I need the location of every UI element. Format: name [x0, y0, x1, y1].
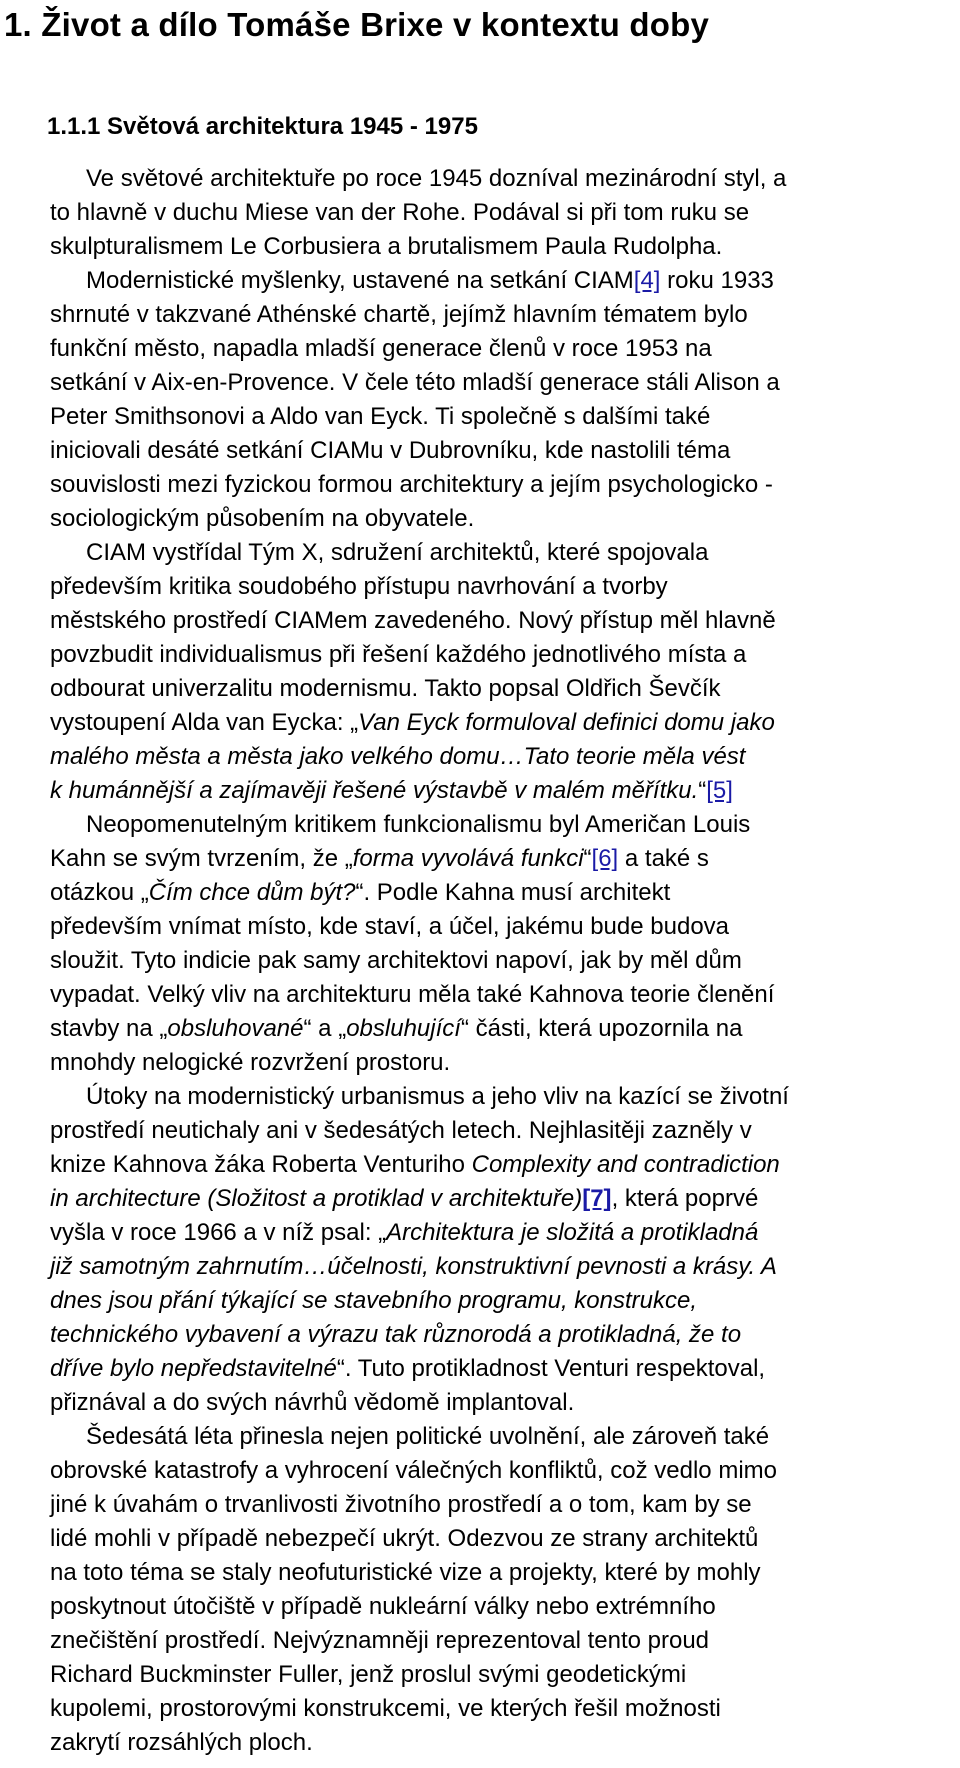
- text-line: [50, 1556, 960, 1590]
- footnote-link[interactable]: [4]: [633, 267, 661, 294]
- text-line: [50, 604, 960, 638]
- text-line: [50, 978, 960, 1012]
- text-run: obrovské katastrofy a vyhrocení válečných konfliktů, což vedlo mimo: [50, 1457, 777, 1484]
- body-text: [50, 162, 960, 1760]
- text-run: jiné k úvahám o trvanlivosti životního prostředí a o tom, kam by se: [50, 1491, 752, 1518]
- text-line: [50, 434, 960, 468]
- text-line: [50, 1658, 960, 1692]
- text-run: knize Kahnova žáka Roberta Venturiho: [50, 1151, 472, 1178]
- text-run: , která poprvé: [611, 1185, 759, 1212]
- chapter-title: 1. Život a dílo Tomáše Brixe v kontextu doby: [4, 6, 710, 43]
- text-line: [50, 1250, 960, 1284]
- text-run: zakrytí rozsáhlých ploch.: [50, 1729, 313, 1756]
- text-line: [50, 1454, 960, 1488]
- text-run: Útoky na modernistický urbanismus a jeho vliv na kazící se životní: [86, 1083, 789, 1110]
- text-run: přiznával a do svých návrhů vědomě implantoval.: [50, 1389, 575, 1416]
- text-run: a také s: [618, 845, 709, 872]
- italic-text: Čím chce dům být?: [148, 879, 356, 906]
- italic-text: in architecture (Složitost a protiklad v architektuře): [50, 1185, 583, 1212]
- text-line: [50, 1624, 960, 1658]
- text-run: především kritika soudobého přístupu navrhování a tvorby: [50, 573, 668, 600]
- text-line: [50, 944, 960, 978]
- text-run: roku 1933: [660, 267, 774, 294]
- text-line: [50, 1692, 960, 1726]
- text-run: stavby na „: [50, 1015, 168, 1042]
- text-run: Ve světové architektuře po roce 1945 dozníval mezinárodní styl, a: [86, 165, 787, 192]
- text-run: vystoupení Alda van Eycka: „: [50, 709, 359, 736]
- text-run: na toto téma se staly neofuturistické vize a projekty, které by mohly: [50, 1559, 761, 1586]
- italic-text: k humánnější a zajímavěji řešené výstavbě v malém měřítku.: [50, 777, 699, 804]
- italic-text: Van Eyck formuloval definici domu jako: [358, 709, 775, 736]
- text-line: [50, 1284, 960, 1318]
- text-run: lidé mohli v případě nebezpečí ukrýt. Odezvou ze strany architektů: [50, 1525, 759, 1552]
- text-run: Kahn se svým tvrzením, že „: [50, 845, 353, 872]
- text-run: sloužit. Tyto indicie pak samy architektovi napoví, jak by měl dům: [50, 947, 742, 974]
- footnote-link[interactable]: [7]: [582, 1185, 612, 1212]
- text-line: [50, 468, 960, 502]
- text-run: “. Podle Kahna musí architekt: [355, 879, 671, 906]
- text-run: poskytnout útočiště v případě nukleární války nebo extrémního: [50, 1593, 716, 1620]
- text-line: [50, 1012, 960, 1046]
- section-title: 1.1.1 Světová architektura 1945 - 1975: [47, 113, 478, 140]
- text-run: souvislosti mezi fyzickou formou architektury a jejím psychologicko -: [50, 471, 773, 498]
- text-line: [50, 706, 960, 740]
- text-run: “: [698, 777, 707, 804]
- text-line: [50, 876, 960, 910]
- text-run: CIAM vystřídal Tým X, sdružení architektů, které spojovala: [86, 539, 709, 566]
- text-run: setkání v Aix-en-Provence. V čele této mladší generace stáli Alison a: [50, 369, 780, 396]
- text-line: [50, 298, 960, 332]
- text-line: [50, 638, 960, 672]
- text-line: [50, 332, 960, 366]
- text-line: [50, 400, 960, 434]
- text-line: [50, 1080, 960, 1114]
- text-run: prostředí neutichaly ani v šedesátých letech. Nejhlasitěji zazněly v: [50, 1117, 752, 1144]
- text-run: “: [583, 845, 592, 872]
- text-line: [50, 672, 960, 706]
- text-run: Richard Buckminster Fuller, jenž proslul svými geodetickými: [50, 1661, 687, 1688]
- text-run: Modernistické myšlenky, ustavené na setkání CIAM: [86, 267, 634, 294]
- text-line: [50, 230, 960, 264]
- italic-text: obsluhované: [167, 1015, 304, 1042]
- text-line: [50, 1420, 960, 1454]
- text-line: [50, 1352, 960, 1386]
- text-line: [50, 502, 960, 536]
- text-run: vyšla v roce 1966 a v níž psal: „: [50, 1219, 387, 1246]
- text-line: [50, 1046, 960, 1080]
- text-line: [50, 1590, 960, 1624]
- text-run: skulpturalismem Le Corbusiera a brutalismem Paula Rudolpha.: [50, 233, 723, 260]
- text-run: “ a „: [303, 1015, 347, 1042]
- text-run: Peter Smithsonovi a Aldo van Eyck. Ti společně s dalšími také: [50, 403, 711, 430]
- italic-text: Complexity and contradiction: [471, 1151, 780, 1178]
- text-run: mnohdy nelogické rozvržení prostoru.: [50, 1049, 451, 1076]
- text-line: [50, 1182, 960, 1216]
- text-line: [50, 162, 960, 196]
- text-run: iniciovali desáté setkání CIAMu v Dubrovníku, kde nastolili téma: [50, 437, 731, 464]
- text-run: znečištění prostředí. Nejvýznamněji reprezentoval tento proud: [50, 1627, 710, 1654]
- text-line: [50, 1386, 960, 1420]
- text-line: [50, 1726, 960, 1760]
- text-run: povzbudit individualismus při řešení každého jednotlivého místa a: [50, 641, 747, 668]
- italic-text: technického vybavení a výrazu tak různorodá a protikladná, že to: [50, 1321, 742, 1348]
- text-line: [50, 1216, 960, 1250]
- text-run: vypadat. Velký vliv na architekturu měla také Kahnova teorie členění: [50, 981, 775, 1008]
- text-run: městského prostředí CIAMem zavedeného. Nový přístup měl hlavně: [50, 607, 776, 634]
- italic-text: obsluhující: [346, 1015, 461, 1042]
- text-line: [50, 740, 960, 774]
- text-run: odbourat univerzalitu modernismu. Takto popsal Oldřich Ševčík: [50, 675, 721, 702]
- text-line: [50, 536, 960, 570]
- text-line: [50, 1114, 960, 1148]
- italic-text: forma vyvolává funkci: [352, 845, 584, 872]
- text-line: [50, 1522, 960, 1556]
- text-line: [50, 774, 960, 808]
- text-run: především vnímat místo, kde staví, a účel, jakému bude budova: [50, 913, 730, 940]
- text-run: otázkou „: [50, 879, 149, 906]
- text-run: Neopomenutelným kritikem funkcionalismu byl Američan Louis: [86, 811, 751, 838]
- text-run: funkční město, napadla mladší generace členů v roce 1953 na: [50, 335, 712, 362]
- text-line: [50, 196, 960, 230]
- text-line: [50, 1488, 960, 1522]
- italic-text: dnes jsou přání týkající se stavebního programu, konstrukce,: [50, 1287, 698, 1314]
- text-run: Šedesátá léta přinesla nejen politické uvolnění, ale zároveň také: [86, 1423, 770, 1450]
- text-line: [50, 1318, 960, 1352]
- text-run: shrnuté v takzvané Athénské chartě, jejímž hlavním tématem bylo: [50, 301, 748, 328]
- italic-text: Architektura je složitá a protikladná: [386, 1219, 759, 1246]
- text-line: [50, 570, 960, 604]
- footnote-link[interactable]: [5]: [706, 777, 733, 804]
- text-run: to hlavně v duchu Miese van der Rohe. Podával si při tom ruku se: [50, 199, 750, 226]
- text-run: kupolemi, prostorovými konstrukcemi, ve kterých řešil možnosti: [50, 1695, 721, 1722]
- footnote-link[interactable]: [6]: [591, 845, 619, 872]
- italic-text: malého města a města jako velkého domu…Tato teorie měla vést: [50, 743, 746, 770]
- text-line: [50, 1148, 960, 1182]
- text-line: [50, 808, 960, 842]
- text-line: [50, 842, 960, 876]
- text-line: [50, 264, 960, 298]
- text-line: [50, 910, 960, 944]
- text-run: “ části, která upozornila na: [460, 1015, 743, 1042]
- italic-text: již samotným zahrnutím…účelnosti, konstruktivní pevnosti a krásy. A: [50, 1253, 777, 1280]
- text-line: [50, 366, 960, 400]
- text-run: sociologickým působením na obyvatele.: [50, 505, 475, 532]
- italic-text: dříve bylo nepředstavitelné: [50, 1355, 337, 1382]
- text-run: “. Tuto protikladnost Venturi respektoval,: [336, 1355, 766, 1382]
